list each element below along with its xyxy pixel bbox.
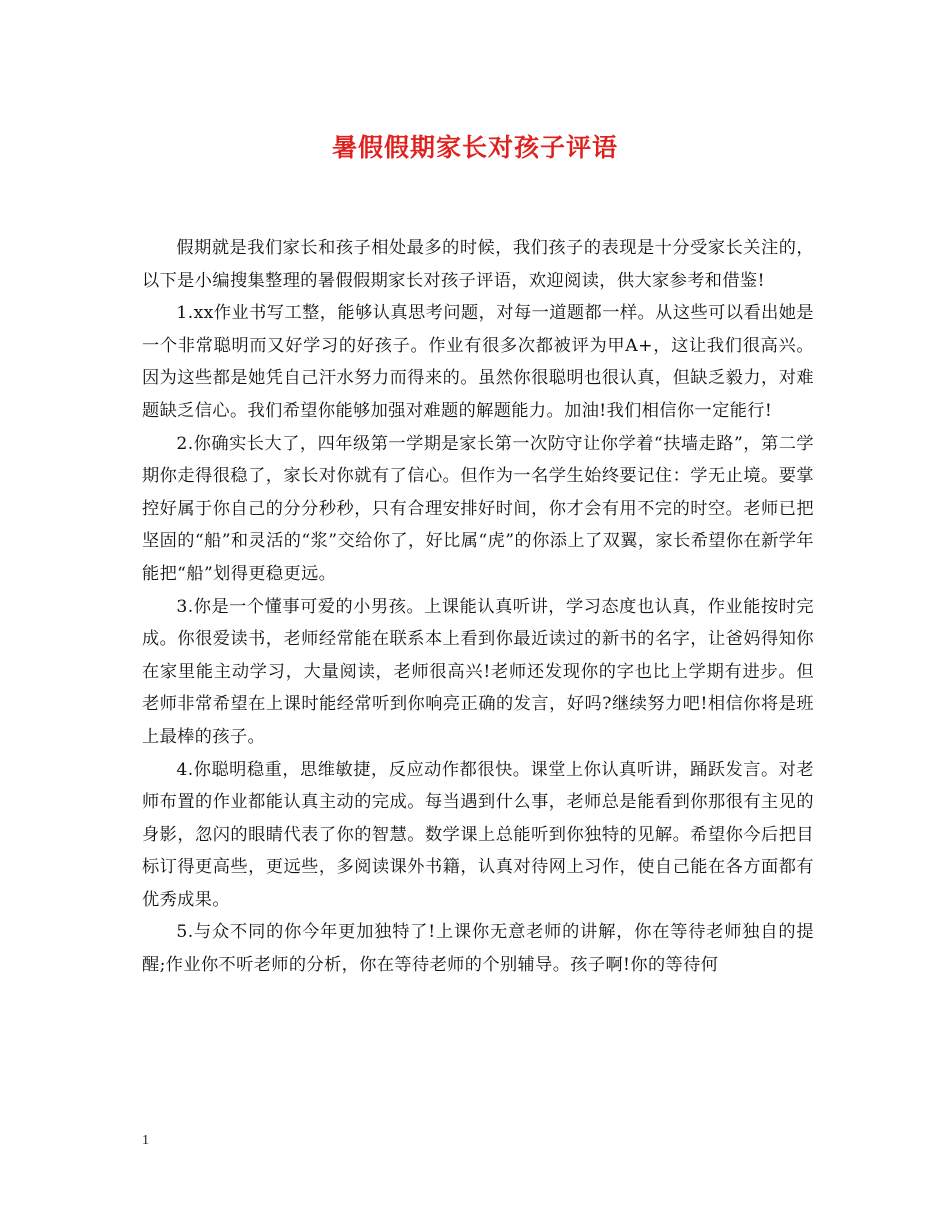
comment-paragraph-3: 3.你是一个懂事可爱的小男孩。上课能认真听讲，学习态度也认真，作业能按时完成。你很爱读书，老师经常能在联系本上看到你最近读过的新书的名字，让爸妈得知你在家里能主动学习，大量阅读，老师很高兴!老师还发现你的字也比上学期有进步。但老师非常希望在上课时能经常听到你响亮正确的发言，好吗?继续努力吧!相信你将是班上最棒的孩子。	[142, 596, 814, 747]
document-title: 暑假假期家长对孩子评语	[331, 133, 618, 162]
document-body	[142, 232, 814, 982]
comment-paragraph-4: 4.你聪明稳重，思维敏捷，反应动作都很快。课堂上你认真听讲，踊跃发言。对老师布置的作业都能认真主动的完成。每当遇到什么事，老师总是能看到你那很有主见的身影，忽闪的眼睛代表了你的智慧。数学课上总能听到你独特的见解。希望你今后把目标订得更高些，更远些，多阅读课外书籍，认真对待网上习作，使自己能在各方面都有优秀成果。	[142, 759, 814, 910]
comment-paragraph-2: 2.你确实长大了，四年级第一学期是家长第一次防守让你学着“扶墙走路”，第二学期你走得很稳了，家长对你就有了信心。但作为一名学生始终要记住：学无止境。要掌控好属于你自己的分分秒秒，只有合理安排好时间，你才会有用不完的时空。老师已把坚固的“船”和灵活的“浆”交给你了，好比属“虎”的你添上了双翼，家长希望你在新学年能把“船”划得更稳更远。	[142, 433, 814, 584]
comment-paragraph-1: 1.xx作业书写工整，能够认真思考问题，对每一道题都一样。从这些可以看出她是一个非常聪明而又好学习的好孩子。作业有很多次都被评为甲A+，这让我们很高兴。因为这些都是她凭自己汗水努力而得来的。虽然你很聪明也很认真，但缺乏毅力，对难题缺乏信心。我们希望你能够加强对难题的解题能力。加油!我们相信你一定能行!	[142, 303, 814, 421]
intro-paragraph: 假期就是我们家长和孩子相处最多的时候，我们孩子的表现是十分受家长关注的，以下是小编搜集整理的暑假假期家长对孩子评语，欢迎阅读，供大家参考和借鉴!	[142, 238, 814, 291]
comment-paragraph-5: 5.与众不同的你今年更加独特了!上课你无意老师的讲解，你在等待老师独自的提醒;作业你不听老师的分析，你在等待老师的个别辅导。孩子啊!你的等待何	[142, 922, 814, 976]
page-number: 1	[142, 1133, 149, 1148]
